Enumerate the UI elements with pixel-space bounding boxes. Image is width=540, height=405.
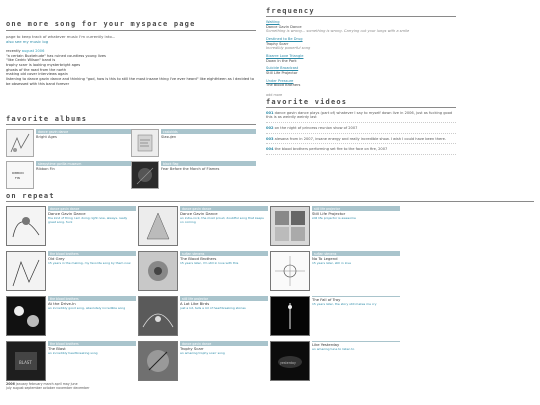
archive-months-row2[interactable]: july august september october november december — [6, 386, 90, 391]
song-meta: 15 years in the making, my favorite song by them now — [48, 261, 131, 266]
empty-slot — [402, 341, 534, 381]
song-name: No To Legend — [312, 256, 338, 262]
album-name: Slasujen — [161, 135, 177, 140]
cover-art — [6, 341, 46, 381]
frequency-item — [266, 66, 456, 75]
repeat-item[interactable] — [270, 206, 402, 246]
recently-list — [6, 54, 256, 87]
album-cover — [6, 129, 34, 157]
cover-art — [138, 296, 178, 336]
album-artist-bar: sleepytime gorilla museum — [36, 161, 131, 166]
song-link[interactable]: Destined to Be Drug — [266, 37, 303, 42]
album-info — [161, 161, 256, 189]
repeat-item[interactable] — [270, 251, 402, 291]
list-item: "a certain Buxtehude" has ruined countless young lives — [6, 53, 106, 58]
on-repeat-section — [6, 192, 534, 381]
cover-art — [270, 296, 310, 336]
artist-bar: the blood brothers — [48, 251, 136, 256]
repeat-info — [180, 206, 268, 246]
album-item[interactable] — [6, 129, 131, 157]
song-link[interactable]: Suicide Broadcast — [266, 66, 299, 71]
video-number: 001 — [266, 110, 274, 115]
frequency-item — [266, 79, 456, 88]
cover-art — [6, 206, 46, 246]
repeat-item[interactable] — [138, 251, 270, 291]
favorite-albums-section — [6, 115, 256, 189]
repeat-item[interactable] — [138, 206, 270, 246]
artist-bar: the blood brothers — [48, 341, 136, 346]
cover-art — [270, 206, 310, 246]
artist-bar: still life projector — [312, 206, 400, 211]
song-name: Like Yesterday — [312, 342, 340, 348]
video-number: 002 — [266, 126, 274, 131]
repeat-item[interactable] — [6, 206, 138, 246]
repeat-info — [48, 341, 136, 381]
song-note: Incredibly powerful song — [266, 46, 311, 51]
cover-art — [270, 341, 310, 381]
artist-bar: dance gavin dance — [180, 341, 268, 346]
cover-art — [6, 296, 46, 336]
song-name: The Blood Brothers — [180, 256, 217, 262]
album-name: Bright Ages — [36, 135, 57, 140]
song-meta: an incredibly good song, absolutely incredible song — [48, 306, 126, 311]
list-item: "like Cedric Wilson" band is — [6, 58, 56, 63]
repeat-info — [48, 296, 136, 336]
frequency-list — [266, 20, 456, 88]
cover-art — [138, 341, 178, 381]
svg-text:BLAST: BLAST — [19, 360, 32, 366]
intro-line1: page to keep track of whatever music I'm currently into... — [6, 34, 116, 40]
cover-art — [270, 251, 310, 291]
repeat-item[interactable] — [138, 296, 270, 336]
repeat-item[interactable] — [6, 296, 138, 336]
video-text: the blood brothers performing set fire to the face on fire, 2007 — [274, 147, 388, 152]
svg-text:yesterday: yesterday — [280, 361, 296, 366]
song-name: At the Drive-In — [48, 301, 76, 307]
empty-slot — [402, 206, 534, 246]
frequency-item — [266, 20, 456, 34]
song-meta: the kind of thing I am doing right now, always. really great song. fuck — [48, 216, 128, 224]
videos-list — [266, 111, 456, 155]
song-note: Something is wrong... something is wrong. Carrying out your lungs with a smile — [266, 29, 410, 34]
artist-bar: sufjan stevens — [180, 251, 268, 256]
artist-bar: still life projector — [180, 296, 268, 301]
repeat-info — [180, 251, 268, 291]
artist-name: Still Life Projector — [266, 71, 298, 76]
right-column — [266, 7, 456, 158]
repeat-info — [180, 296, 268, 336]
album-item[interactable] — [6, 161, 131, 189]
repeat-grid — [6, 206, 534, 381]
album-cover — [6, 161, 34, 189]
recently-label: recently — [6, 48, 21, 53]
videos-heading: favorite videos — [266, 98, 456, 108]
svg-text:FIN: FIN — [15, 176, 20, 181]
song-meta: 15 years later, the story still makes me cry — [312, 302, 377, 307]
empty-slot — [402, 296, 534, 336]
repeat-item[interactable] — [6, 341, 138, 381]
list-item: listening to dance gavin dance and thinking "god, how is this to still the most insane thing I've ever heard" like eighthteen as I decided to be obsessed with this band forever — [6, 76, 255, 86]
albums-heading: favorite albums — [6, 115, 256, 125]
list-item: trophy scarr is looking mysterbright ages — [6, 62, 81, 67]
frequency-item — [266, 54, 456, 63]
video-item[interactable] — [266, 111, 456, 123]
archive-year[interactable]: 2006 — [6, 382, 15, 386]
video-text: dance gavin dance plays (part of) whatever I say to myself down live in 2006, just as fucking good this is as weirdly weirdy last — [266, 110, 453, 120]
song-link[interactable]: Bizarre Love Triangle — [266, 54, 304, 59]
song-name: Trophy Scarr — [180, 346, 204, 352]
cover-art — [138, 251, 178, 291]
repeat-info — [48, 251, 136, 291]
album-item[interactable] — [131, 161, 256, 189]
svg-text:RIBBON: RIBBON — [12, 171, 24, 176]
intro-section — [6, 20, 256, 86]
album-name: Ribbon Fin — [36, 167, 55, 172]
song-meta: an indie-rock, the most proud, doubtful song that keeps on coming — [180, 216, 264, 224]
artist-name: Trophy Scarr — [266, 41, 289, 46]
artist-bar: dance gavin dance — [180, 206, 268, 211]
song-meta: just a lot, tells a lot of heartbreaking stories — [180, 306, 246, 311]
repeat-item[interactable] — [270, 296, 402, 336]
album-artist-bar: black flag — [161, 161, 256, 166]
album-info — [161, 129, 256, 157]
on-repeat-heading: on repeat — [6, 192, 534, 202]
video-item[interactable] — [266, 137, 456, 145]
artist-bar: dance gavin dance — [48, 206, 136, 211]
song-name: The Fall of Troy — [312, 297, 341, 303]
album-cover — [131, 161, 159, 189]
song-link[interactable]: Under Pressure — [266, 78, 294, 83]
archive-months[interactable]: january february march april may june — [15, 382, 78, 386]
album-artist-bar: casiokids — [161, 129, 256, 134]
repeat-item[interactable] — [138, 341, 270, 381]
page-title: one more song for your myspace page — [6, 20, 256, 31]
artist-name: The Blood Brothers — [266, 83, 301, 88]
album-item[interactable] — [131, 129, 256, 157]
video-number: 003 — [266, 136, 274, 141]
song-meta: still life projector is awesome — [312, 216, 356, 221]
video-number: 004 — [266, 147, 274, 152]
recently-date: august 2006 — [21, 48, 45, 53]
repeat-info — [48, 206, 136, 246]
song-name: Old Grey — [48, 256, 65, 262]
song-meta: 15 years later, I'm still in love with this — [180, 261, 239, 266]
video-item[interactable] — [266, 126, 456, 134]
song-meta: an amazing tune to listen to — [312, 347, 355, 352]
album-name: Fear Before the March of Flames — [161, 167, 220, 172]
artist-bar: the blood brothers — [48, 296, 136, 301]
list-item: making old cover interviews again — [6, 72, 68, 77]
artist-name: Down In the Park — [266, 58, 297, 63]
video-text: on the night of princess reunion show of 2007 — [274, 126, 358, 131]
album-artist-bar: dance gavin dance — [36, 129, 131, 134]
song-name: Dance Gavin Dance — [180, 211, 218, 217]
album-cover — [131, 129, 159, 157]
song-name: Dance Gavin Dance — [48, 211, 86, 217]
repeat-info — [312, 296, 400, 336]
album-info — [36, 129, 131, 157]
recently-block — [6, 49, 256, 86]
repeat-info — [180, 341, 268, 381]
video-item[interactable] — [266, 147, 456, 155]
repeat-info — [312, 341, 400, 381]
repeat-info — [312, 206, 400, 246]
cover-art — [6, 251, 46, 291]
artist-bar: sufjan stevens — [312, 251, 400, 256]
footer-archive — [6, 382, 266, 390]
repeat-item[interactable] — [270, 341, 402, 381]
repeat-info — [312, 251, 400, 291]
song-name: The Blast — [48, 346, 66, 352]
video-text: alesana from in 2007, insane energy and really incredible show. I wish I could have been there. — [274, 136, 447, 141]
song-meta: 15 years later, still in love — [312, 261, 351, 266]
song-name: A Lot Like Birds — [180, 301, 210, 307]
song-meta: an incredibly heartbreaking song — [48, 351, 98, 356]
artist-name: Dance Gavin Dance — [266, 24, 302, 29]
list-item: ghosts of the road from the north — [6, 67, 67, 72]
song-name: Still Life Projector — [312, 211, 346, 217]
frequency-heading: frequency — [266, 7, 456, 17]
albums-grid — [6, 129, 256, 189]
frequency-item — [266, 37, 456, 51]
song-link[interactable]: Waiting — [266, 20, 280, 25]
album-info — [36, 161, 131, 189]
intro-line2[interactable]: also see my music log — [6, 39, 49, 45]
intro-text — [6, 35, 256, 45]
cover-art — [138, 206, 178, 246]
song-meta: an amazing trophy scarr song — [180, 351, 225, 356]
repeat-item[interactable] — [6, 251, 138, 291]
empty-slot — [402, 251, 534, 291]
videos-label: add more — [266, 93, 283, 98]
